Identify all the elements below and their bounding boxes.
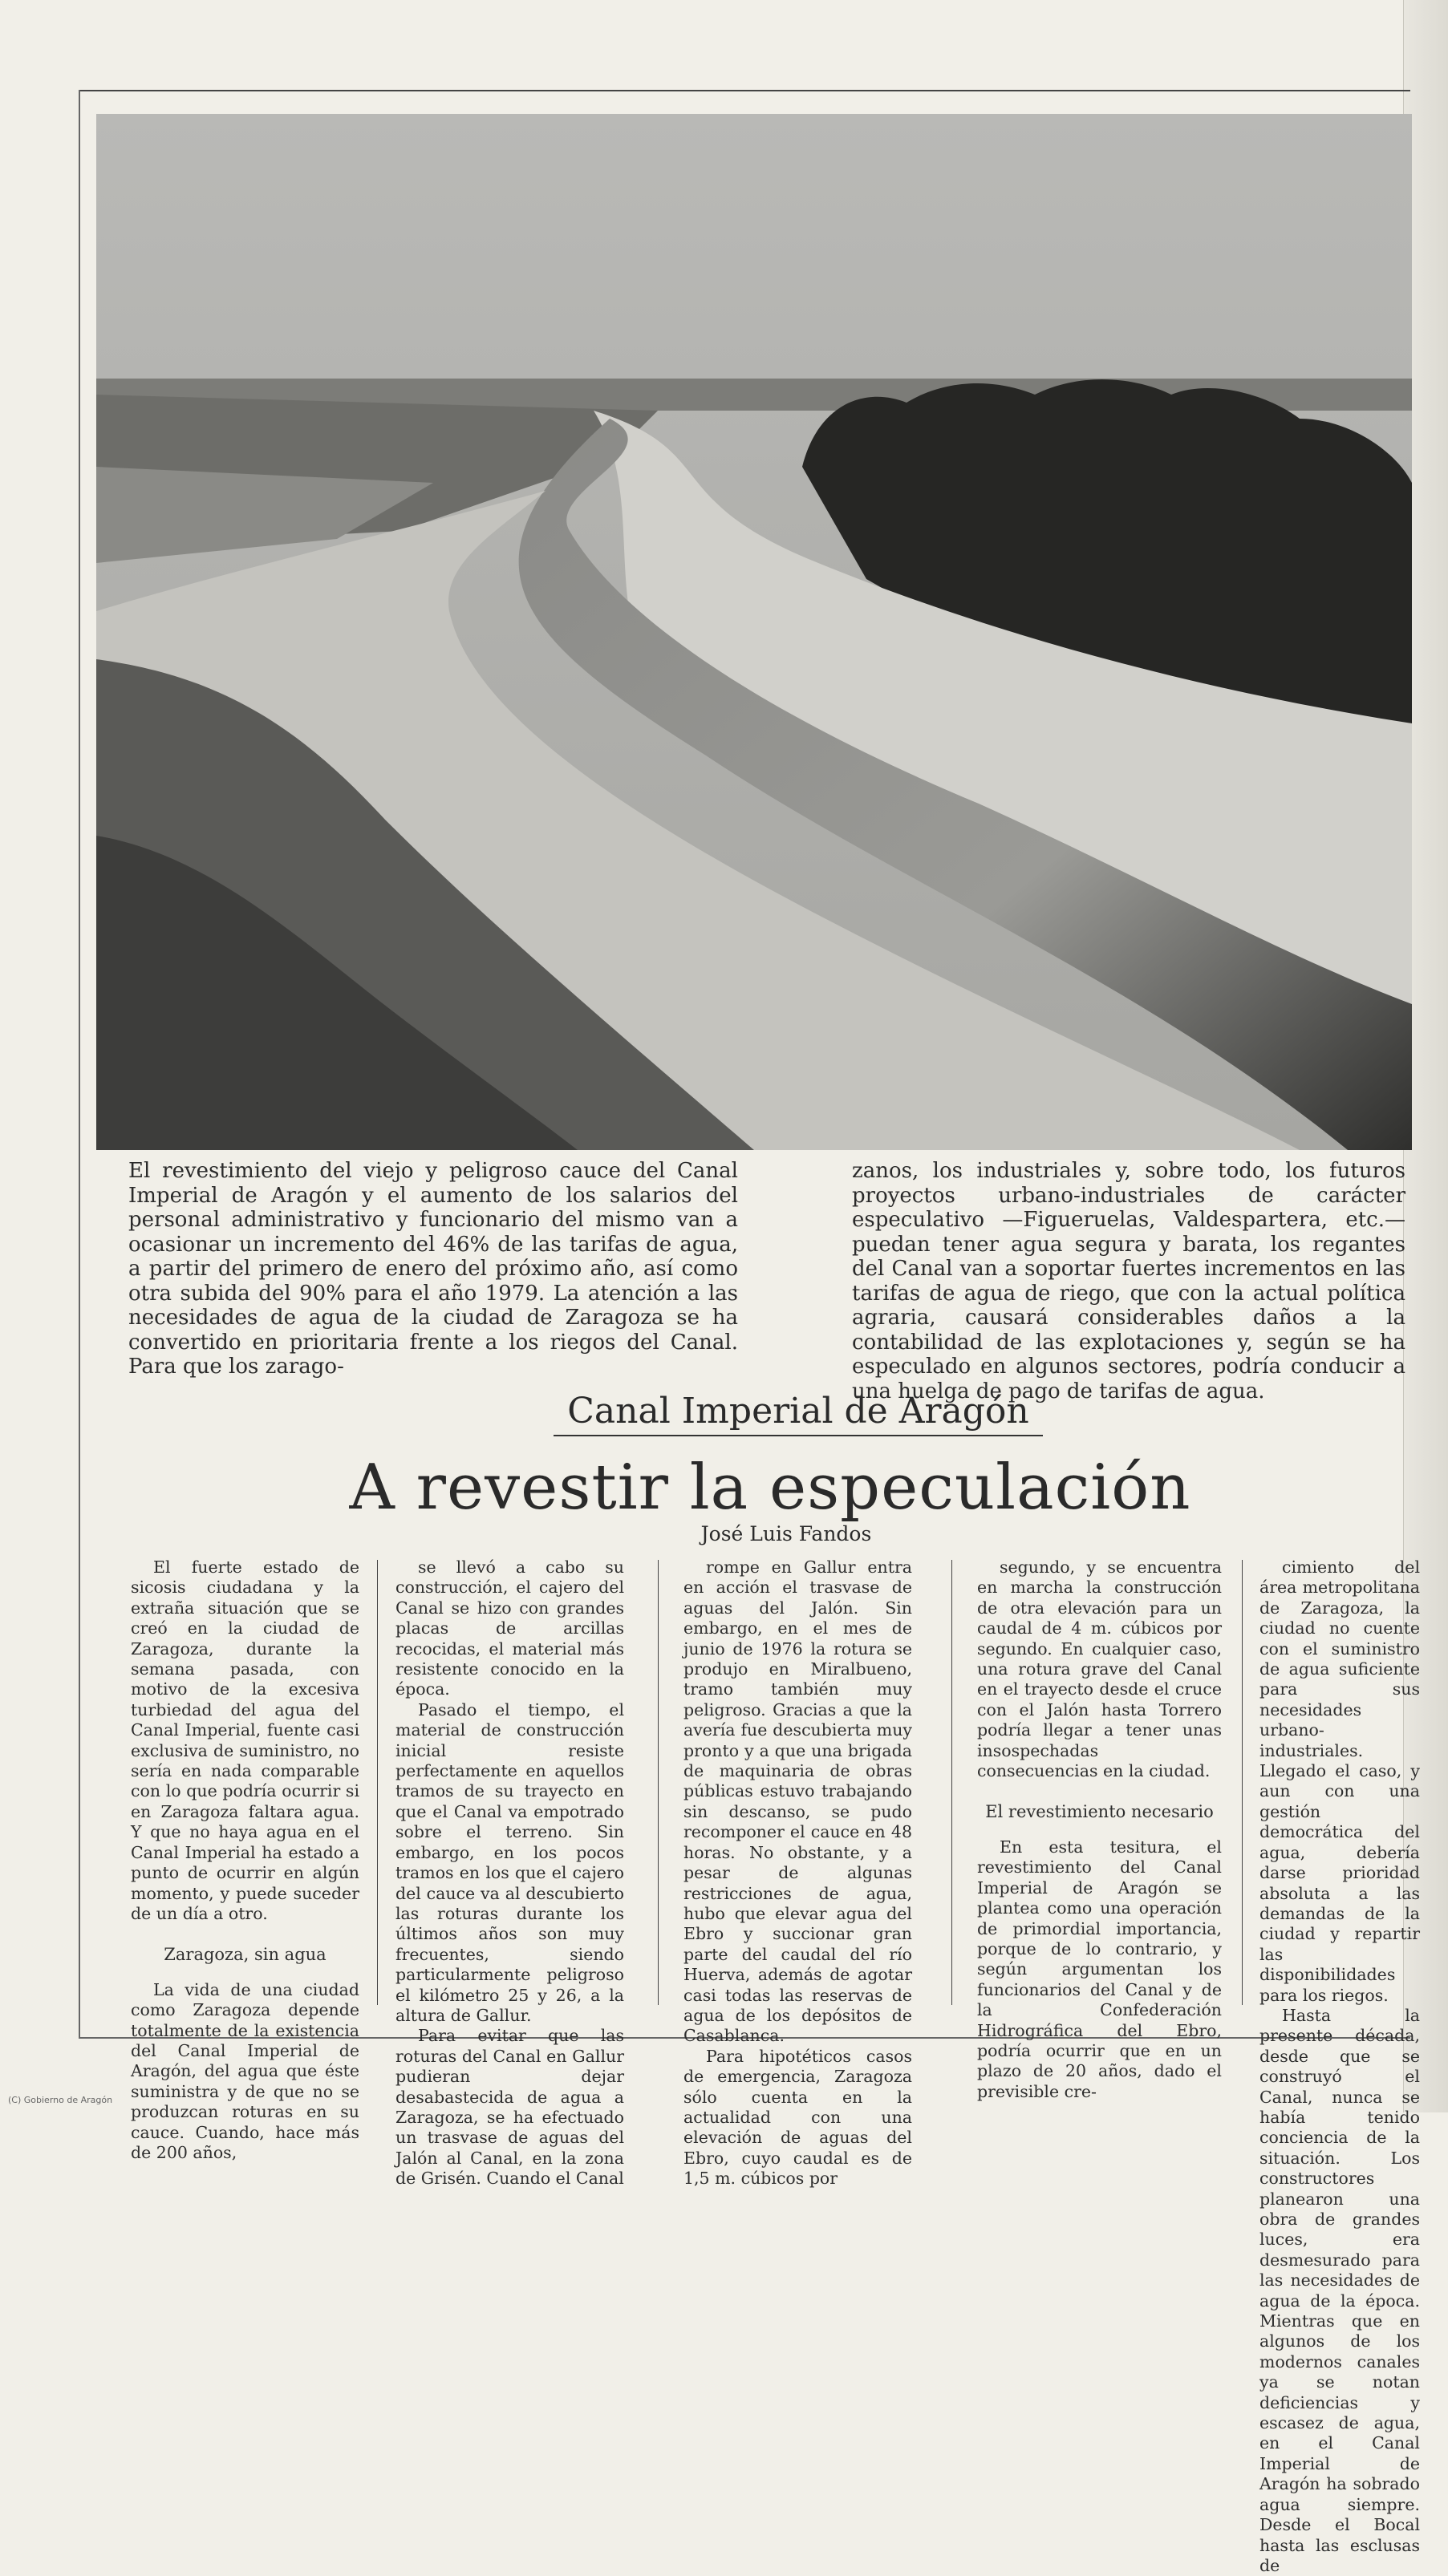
- col4-paragraph: En esta tesitura, el revestimiento del Canal Imperial de Aragón se plantea como una operación de primordial importancia, porque de lo contrario, y según argumentan los funcionarios del Canal y de la Confederación Hidrográfica del Ebro, podría ocurrir que en un plazo de 20 años, dado el previsible cre-: [977, 1837, 1222, 2101]
- article-column-4: [977, 1557, 1222, 2102]
- headline: A revestir la especulación: [349, 1452, 1191, 1524]
- canal-photograph: [96, 114, 1412, 1150]
- col5-paragraph: cimiento del área metropolitana de Zaragoza, la ciudad no cuente con el suministro de agua suficiente para sus necesidades urbano-industriales. Llegado el caso, y aun con una gestión democrática del agua, debería darse prioridad absoluta a las demandas de la ciudad y repartir las disponibilidades para los riegos.: [1259, 1557, 1420, 2005]
- col2-paragraph: Para evitar que las roturas del Canal en Gallur pudieran dejar desabastecida de agua a Zaragoza, se ha efectuado un trasvase de aguas del Jalón al Canal, en la zona de Grisén. Cuando el Canal: [395, 2026, 624, 2189]
- col4-paragraph: segundo, y se encuentra en marcha la construcción de otra elevación para un caudal de 4 m. cúbicos por segundo. En cualquier caso, una rotura grave del Canal en el trayecto desde el cruce con el Jalón hasta Torrero podría llegar a tener unas insospechadas consecuencias en la ciudad.: [977, 1557, 1222, 1781]
- article-column-3: [683, 1557, 912, 2189]
- lead-paragraph-left: El revestimiento del viejo y peligroso cauce del Canal Imperial de Aragón y el aumento de los salarios del personal administrativo y funcionario del mismo van a ocasionar un incremento del 46% de las tarifas de agua, a partir del primero de enero del próximo año, así como otra subida del 90% para el año 1979. La atención a las necesidades de agua de la ciudad de Zaragoza se ha convertido en prioritaria frente a los riegos del Canal. Para que los zarago-: [128, 1159, 738, 1379]
- column-rule: [1242, 1560, 1243, 2005]
- subheading-zaragoza-sin-agua: Zaragoza, sin agua: [164, 1945, 327, 1965]
- column-rule: [377, 1560, 378, 2005]
- col1-paragraph: El fuerte estado de sicosis ciudadana y la extraña situación que se creó en la ciudad de Zaragoza, durante la semana pasada, con motivo de la excesiva turbiedad del agua del Canal Imperial, fuente casi exclusiva de suministro, no sería en nada comparable con lo que podría ocurrir si en Zaragoza faltara agua. Y que no haya agua en el Canal Imperial ha estado a punto de ocurrir en algún momento, y puede suceder de un día a otro.: [131, 1557, 359, 1923]
- column-rule: [951, 1560, 952, 2005]
- column-rule: [658, 1560, 659, 2005]
- col1-paragraph: La vida de una ciudad como Zaragoza depende totalmente de la existencia del Canal Imperial de Aragón, del agua que éste suministra y de que no se produzcan roturas en su cauce. Cuando, hace más de 200 años,: [131, 1979, 359, 2162]
- col3-paragraph: Para hipotéticos casos de emergencia, Zaragoza sólo cuenta en la actualidad con una elevación de aguas del Ebro, cuyo caudal es de 1,5 m. cúbicos por: [683, 2046, 912, 2189]
- top-rule: [79, 90, 1410, 91]
- article-column-5: [1259, 1557, 1420, 2576]
- left-rule: [79, 90, 80, 2039]
- col2-paragraph: Pasado el tiempo, el material de construcción inicial resiste perfectamente en aquellos tramos de su trayecto en que el Canal va empotrado sobre el terreno. Sin embargo, en los pocos tramos en los que el cajero del cauce va al descubierto las roturas durante los últimos años son muy frecuentes, siendo particularmente peligroso el kilómetro 25 y 26, a la altura de Gallur.: [395, 1699, 624, 2025]
- article-column-2: [395, 1557, 624, 2189]
- byline: José Luis Fandos: [700, 1522, 872, 1545]
- kicker: Canal Imperial de Aragón: [554, 1390, 1043, 1436]
- subheading-revestimiento: El revestimiento necesario: [985, 1802, 1214, 1822]
- col2-paragraph: se llevó a cabo su construcción, el cajero del Canal se hizo con grandes placas de arcillas recocidas, el material más resistente conocido en la época.: [395, 1557, 624, 1699]
- copyright-credit: (C) Gobierno de Aragón: [8, 2095, 113, 2105]
- col5-paragraph: Hasta la presente década, desde que se construyó el Canal, nunca se había tenido conciencia de la situación. Los constructores planearon una obra de grandes luces, era desmesurado para las necesidades de agua de la época. Mientras que en algunos de los modernos canales ya se notan deficiencias y escasez de agua, en el Canal Imperial de Aragón ha sobrado agua siempre. Desde el Bocal hasta las esclusas de: [1259, 2005, 1420, 2575]
- col3-paragraph: rompe en Gallur entra en acción el trasvase de aguas del Jalón. Sin embargo, en el mes de junio de 1976 la rotura se produjo en Miralbueno, tramo también muy peligroso. Gracias a que la avería fue descubierta muy pronto y a que una brigada de maquinaria de obras públicas estuvo trabajando sin descanso, se pudo recomponer el cauce en 48 horas. No obstante, y a pesar de algunas restricciones de agua, hubo que elevar agua del Ebro y succionar gran parte del caudal del río Huerva, además de agotar casi todas las reservas de agua de los depósitos de Casablanca.: [683, 1557, 912, 2046]
- article-column-1: [131, 1557, 359, 2163]
- lead-paragraph-right: zanos, los industriales y, sobre todo, los futuros proyectos urbano-industriales de carácter especulativo —Figueruelas, Valdespartera, etc.— puedan tener agua segura y barata, los regantes del Canal van a soportar fuertes incrementos en las tarifas de agua de riego, que con la actual política agraria, causará considerables daños a la contabilidad de las explotaciones y, según se ha especulado en algunos sectores, podría conducir a una huelga de pago de tarifas de agua.: [852, 1159, 1405, 1403]
